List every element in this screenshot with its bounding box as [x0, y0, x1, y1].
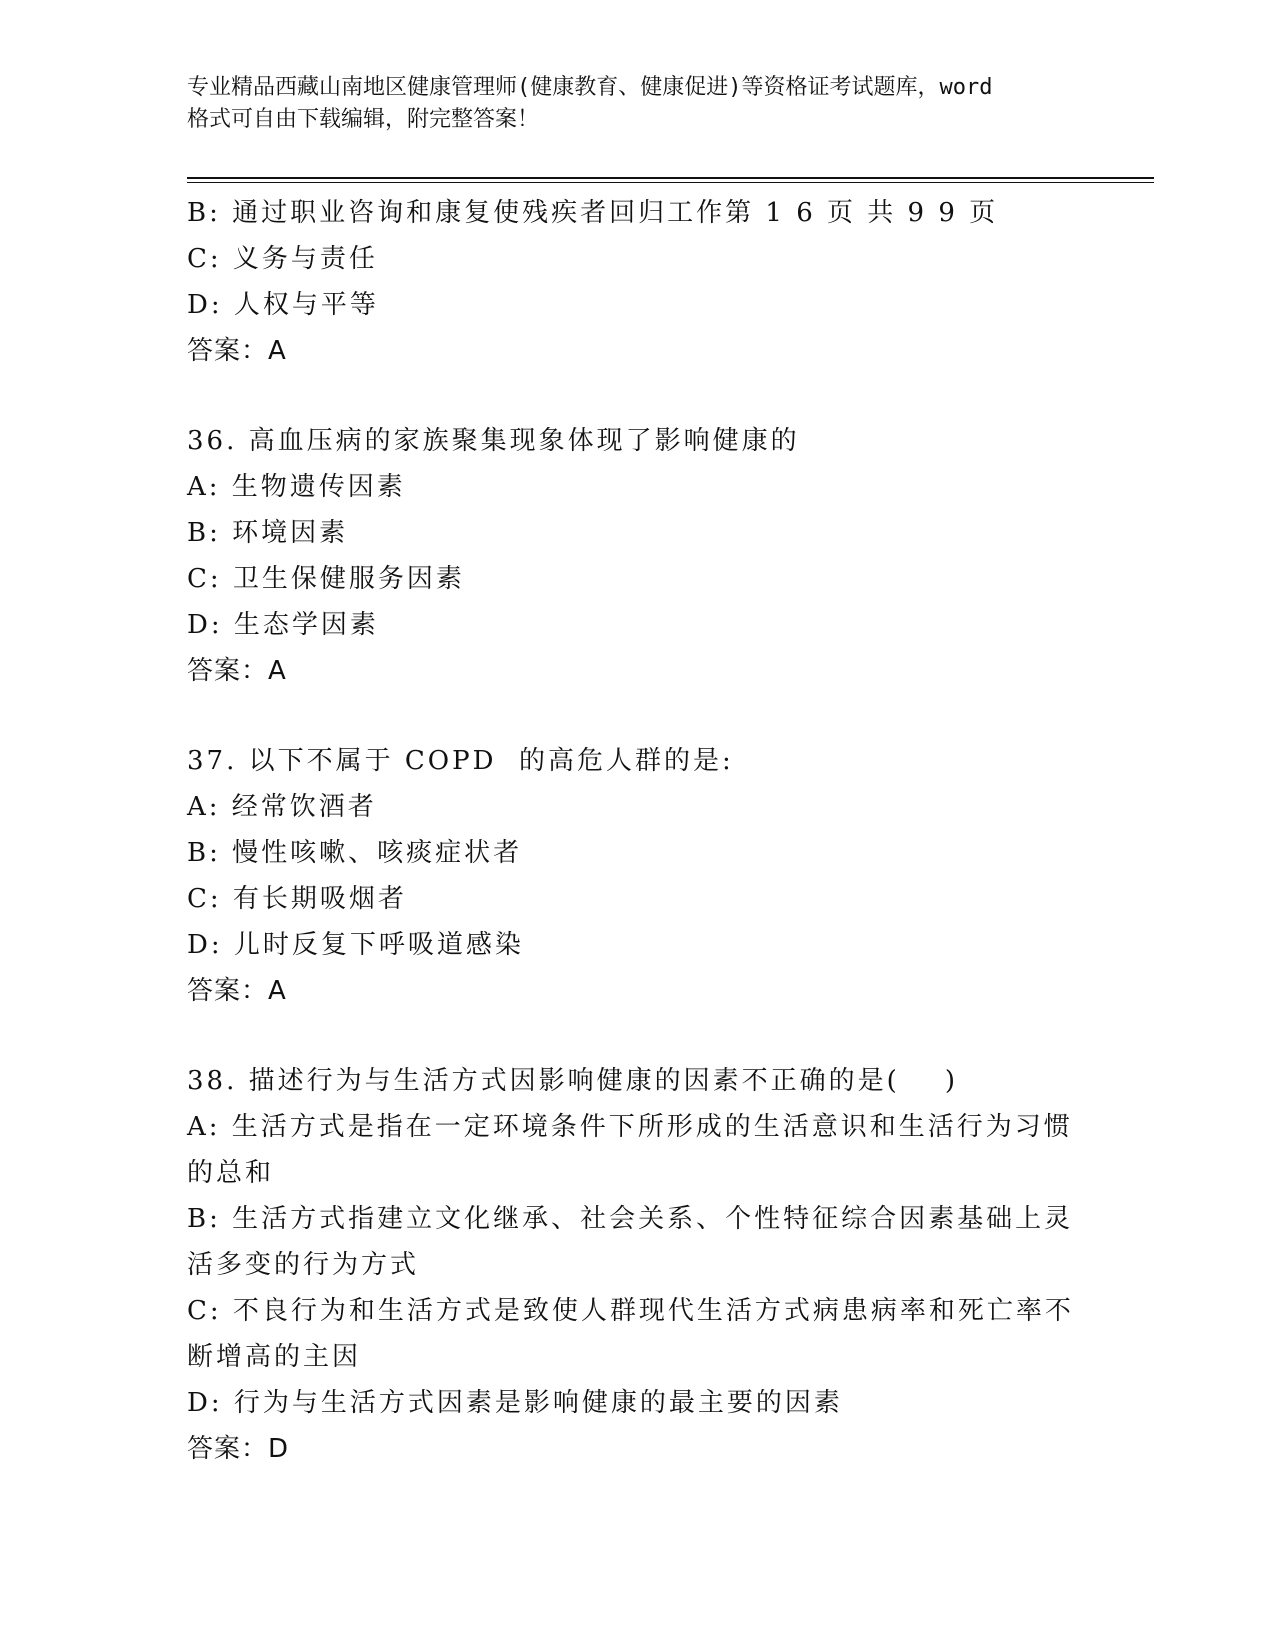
header-line-1: 专业精品西藏山南地区健康管理师(健康教育、健康促进)等资格证考试题库，word: [187, 75, 993, 100]
option-d: D: 行为与生活方式因素是影响健康的最主要的因素: [187, 1388, 843, 1418]
answer-line: 答案：A: [187, 336, 287, 366]
option-c: C: 卫生保健服务因素: [187, 564, 465, 594]
question-38: [187, 1058, 1087, 1472]
option-c: C: 有长期吸烟者: [187, 884, 407, 914]
option-d: D: 人权与平等: [187, 290, 379, 320]
header-rule-thick: [187, 177, 1154, 179]
question-37: [187, 738, 1087, 1014]
question-35-continued: [187, 190, 1087, 374]
option-d: D: 生态学因素: [187, 610, 379, 640]
question-stem: 36. 高血压病的家族聚集现象体现了影响健康的: [187, 426, 800, 456]
option-c: C: 义务与责任: [187, 244, 378, 274]
option-a: A: 生物遗传因素: [187, 472, 406, 502]
option-a: A: 经常饮酒者: [187, 792, 377, 822]
option-c: C: 不良行为和生活方式是致使人群现代生活方式病患病率和死亡率不断增高的主因: [187, 1296, 1074, 1372]
answer-line: 答案：A: [187, 976, 287, 1006]
document-body: [187, 190, 1087, 1472]
option-b: B: 生活方式指建立文化继承、社会关系、个性特征综合因素基础上灵活多变的行为方式: [187, 1204, 1074, 1280]
question-stem: 37. 以下不属于 COPD 的高危人群的是:: [187, 746, 734, 776]
question-36: [187, 418, 1087, 694]
option-b: B: 慢性咳嗽、咳痰症状者: [187, 838, 523, 868]
question-stem: 38. 描述行为与生活方式因影响健康的因素不正确的是( ): [187, 1066, 958, 1096]
answer-line: 答案：D: [187, 1434, 290, 1464]
option-a: A: 生活方式是指在一定环境条件下所形成的生活意识和生活行为习惯的总和: [187, 1112, 1073, 1188]
option-d: D: 儿时反复下呼吸道感染: [187, 930, 524, 960]
document-header: [187, 72, 1087, 136]
header-line-2: 格式可自由下载编辑，附完整答案！: [187, 107, 540, 132]
header-rule-thin: [187, 182, 1154, 183]
option-b: B: 通过职业咨询和康复使残疾者回归工作第 1 6 页 共 9 9 页: [187, 198, 999, 228]
answer-line: 答案：A: [187, 656, 287, 686]
option-b: B: 环境因素: [187, 518, 349, 548]
